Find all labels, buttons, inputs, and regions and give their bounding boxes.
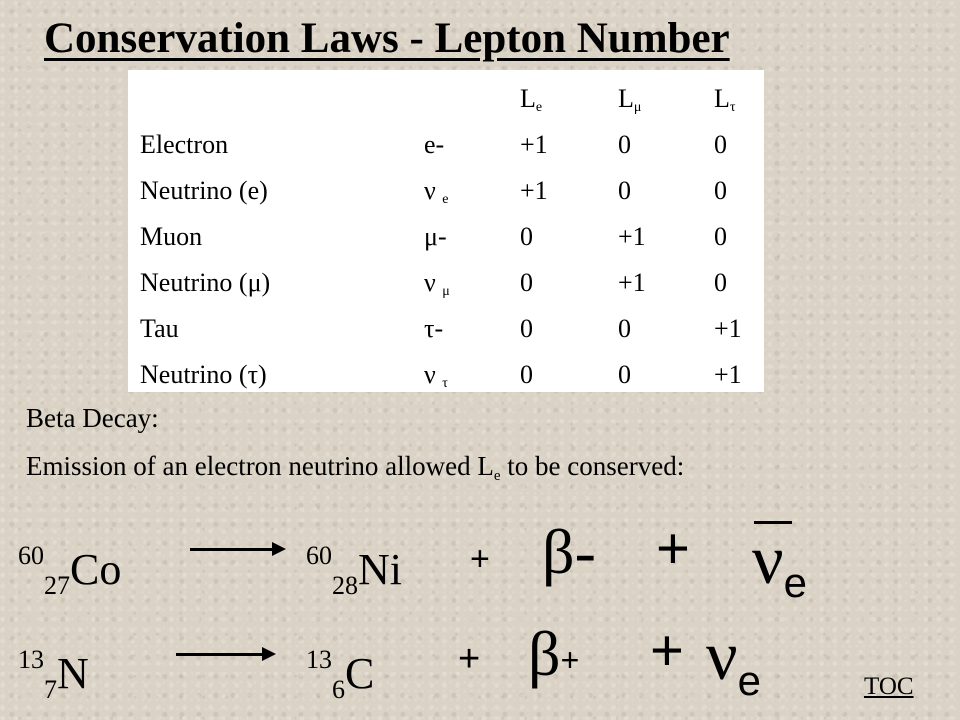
table-row-lmu: 0 <box>618 176 631 205</box>
table-row-le: +1 <box>520 130 548 159</box>
table-row-symbol: e- <box>424 130 445 159</box>
table-row-name: Neutrino (τ) <box>140 360 267 389</box>
table-row-lmu: +1 <box>618 268 646 297</box>
header-ltau: $L_\tau$ <box>714 84 736 115</box>
beta-decay-description: Emission of an electron neutrino allowed $L_e$ to be conserved: <box>26 451 685 484</box>
reactant-nuclide: 137N <box>18 645 89 704</box>
lepton-number-table <box>128 70 764 392</box>
antineutrino-particle: $\nu_e$ <box>752 522 808 606</box>
table-row-ltau: 0 <box>714 268 727 297</box>
table-row-le: +1 <box>520 176 548 205</box>
header-lmu: $L_\mu$ <box>618 84 642 115</box>
toc-link[interactable]: TOC <box>864 673 914 700</box>
table-row-ltau: 0 <box>714 222 727 251</box>
table-row-symbol: μ- <box>424 222 447 251</box>
reaction-arrow-icon <box>176 653 264 656</box>
table-row-symbol: ν $_\tau$ <box>424 360 448 391</box>
table-row-symbol: τ- <box>424 314 444 343</box>
table-row-name: Tau <box>140 314 179 343</box>
page-title: Conservation Laws - Lepton Number <box>44 15 730 62</box>
plus-sign: + <box>470 540 490 578</box>
table-row-name: Muon <box>140 222 203 251</box>
table-row-lmu: +1 <box>618 222 646 251</box>
plus-sign: + <box>650 618 684 683</box>
table-row-name: Electron <box>140 130 229 159</box>
beta-minus-particle: β- <box>542 516 596 587</box>
table-row-le: 0 <box>520 268 533 297</box>
beta-decay-heading: Beta Decay: <box>26 403 159 433</box>
reaction-arrow-icon <box>190 548 274 551</box>
table-row-le: 0 <box>520 314 533 343</box>
table-row-lmu: 0 <box>618 360 631 389</box>
reactant-nuclide: 6027Co <box>18 541 122 600</box>
table-row-name: Neutrino (e) <box>140 176 268 205</box>
table-row-le: 0 <box>520 222 533 251</box>
product-nuclide: 136C <box>306 645 375 704</box>
table-row-le: 0 <box>520 360 533 389</box>
table-row-ltau: 0 <box>714 130 727 159</box>
product-nuclide: 6028Ni <box>306 541 402 600</box>
table-row-lmu: 0 <box>618 130 631 159</box>
plus-sign: + <box>656 516 690 581</box>
table-row-ltau: 0 <box>714 176 727 205</box>
neutrino-particle: $\nu_e$ <box>706 618 762 704</box>
table-row-lmu: 0 <box>618 314 631 343</box>
header-le: $L_e$ <box>520 84 543 115</box>
table-row-name: Neutrino (μ) <box>140 268 271 297</box>
beta-plus-particle: β+ <box>528 618 580 689</box>
table-row-symbol: ν $_\mu$ <box>424 268 450 299</box>
plus-sign: + <box>458 638 481 680</box>
table-row-ltau: +1 <box>714 360 742 389</box>
table-row-ltau: +1 <box>714 314 742 343</box>
table-row-symbol: ν $_e$ <box>424 176 449 207</box>
